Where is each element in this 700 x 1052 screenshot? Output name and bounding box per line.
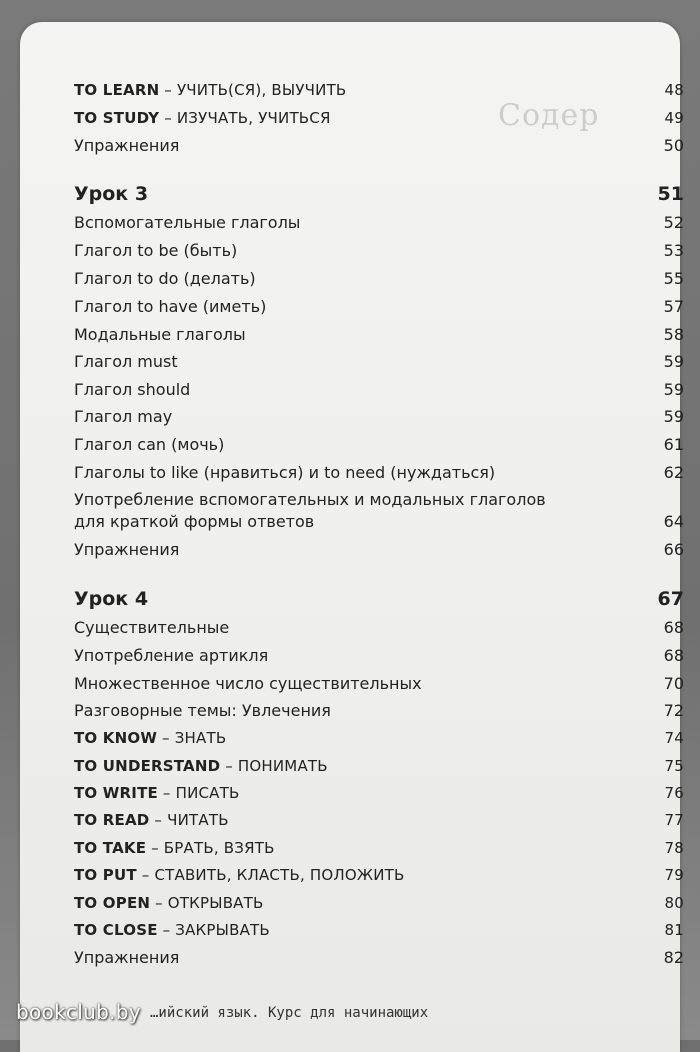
page-number: 59: [663, 380, 684, 399]
verb-translation: – СТАВИТЬ, КЛАСТЬ, ПОЛОЖИТЬ: [136, 866, 405, 884]
page-number: 48: [664, 81, 684, 99]
toc-entry-title: Глагол to do (делать): [74, 269, 256, 288]
verb-translation: – УЧИТЬ(СЯ), ВЫУЧИТЬ: [159, 81, 347, 99]
toc-entry-title-line2: для краткой формы ответов: [74, 512, 315, 531]
page-number: 75: [664, 757, 684, 775]
toc-entry-title: Упражнения: [74, 136, 180, 155]
page-number: 55: [663, 269, 684, 288]
toc-entry-title: Глагол to have (иметь): [74, 297, 267, 316]
bleed-through-text: Содер: [498, 98, 600, 133]
page-number: 68: [663, 618, 684, 637]
toc-entry-title: [74, 838, 275, 858]
page-number: 57: [663, 297, 684, 316]
toc-entry-title: Существительные: [74, 618, 230, 637]
toc-entry-title: [74, 865, 405, 885]
toc-entry-title: Глаголы to like (нравиться) и to need (нуждаться): [74, 463, 496, 482]
running-footer: …ийский язык. Курс для начинающих: [150, 1005, 429, 1021]
toc-entry-title: [74, 108, 331, 128]
page-number: 80: [664, 894, 684, 912]
toc-entry-title: Употребление вспомогательных и модальных глаголов: [74, 490, 546, 509]
toc-entry-title: [74, 756, 328, 776]
toc-entry-title: [74, 920, 270, 940]
toc-entry-title: Глагол may: [74, 407, 173, 426]
toc-entry-title: Вспомогательные глаголы: [74, 213, 301, 232]
verb-translation: – БРАТЬ, ВЗЯТЬ: [146, 839, 275, 857]
page-number: 66: [663, 540, 684, 559]
verb-translation: – ПОНИМАТЬ: [220, 757, 328, 775]
toc-entry-title: Модальные глаголы: [74, 325, 246, 344]
toc-entry-title: Употребление артикля: [74, 646, 269, 665]
toc-entry[interactable]: [74, 490, 684, 532]
page-number: 52: [663, 213, 684, 232]
toc-entry-title: Множественное число существительных: [74, 674, 422, 693]
verb-keyword: TO PUT: [74, 866, 137, 884]
page-number: 59: [663, 352, 684, 371]
page-number: 68: [663, 646, 684, 665]
page-number: 78: [664, 839, 684, 857]
page-number: 70: [663, 674, 684, 693]
page-number: 74: [664, 729, 684, 747]
toc-entry-title: Упражнения: [74, 540, 180, 559]
page-number: 72: [663, 701, 684, 720]
page-number: 81: [664, 921, 684, 939]
page-number: 64: [663, 512, 684, 531]
verb-keyword: TO STUDY: [74, 109, 160, 127]
page-number: 53: [663, 241, 684, 260]
toc-entry-title: [74, 80, 346, 100]
page-number: 51: [657, 183, 684, 205]
page-number: 79: [664, 866, 684, 884]
verb-keyword: TO CLOSE: [74, 921, 158, 939]
toc-entry-title: [74, 728, 226, 748]
lesson-title: Урок 3: [74, 183, 149, 205]
page-number: 77: [664, 811, 684, 829]
verb-translation: – ЗАКРЫВАТЬ: [157, 921, 270, 939]
verb-translation: – ПИСАТЬ: [157, 784, 240, 802]
page-number: 59: [663, 407, 684, 426]
verb-keyword: TO LEARN: [74, 81, 160, 99]
toc-entry-title: [74, 783, 240, 803]
toc-entry-title: Глагол must: [74, 352, 178, 371]
verb-keyword: TO WRITE: [74, 784, 158, 802]
lesson-title: Урок 4: [74, 588, 149, 610]
verb-keyword: TO TAKE: [74, 839, 147, 857]
page-number: 58: [663, 325, 684, 344]
verb-keyword: TO UNDERSTAND: [74, 757, 221, 775]
toc-entry-title: Глагол can (мочь): [74, 435, 225, 454]
page-number: 62: [663, 463, 684, 482]
page-number: 82: [663, 948, 684, 967]
toc-entry-title: Упражнения: [74, 948, 180, 967]
verb-translation: – ЧИТАТЬ: [149, 811, 229, 829]
verb-translation: – ОТКРЫВАТЬ: [150, 894, 264, 912]
verb-keyword: TO OPEN: [74, 894, 151, 912]
page-number: 61: [663, 435, 684, 454]
toc-entry-title: [74, 810, 229, 830]
verb-translation: – ИЗУЧАТЬ, УЧИТЬСЯ: [159, 109, 331, 127]
toc-entry-title: Глагол to be (быть): [74, 241, 238, 260]
toc-entry-title: Разговорные темы: Увлечения: [74, 701, 331, 720]
verb-keyword: TO KNOW: [74, 729, 158, 747]
verb-translation: – ЗНАТЬ: [157, 729, 227, 747]
page-number: 67: [657, 588, 684, 610]
page-number: 50: [663, 136, 684, 155]
page-number: 49: [664, 109, 684, 127]
toc-entry-title: Глагол should: [74, 380, 191, 399]
watermark-logo: bookclub.by: [16, 1000, 141, 1024]
toc-entry-title: [74, 893, 264, 913]
verb-keyword: TO READ: [74, 811, 150, 829]
page-number: 76: [664, 784, 684, 802]
